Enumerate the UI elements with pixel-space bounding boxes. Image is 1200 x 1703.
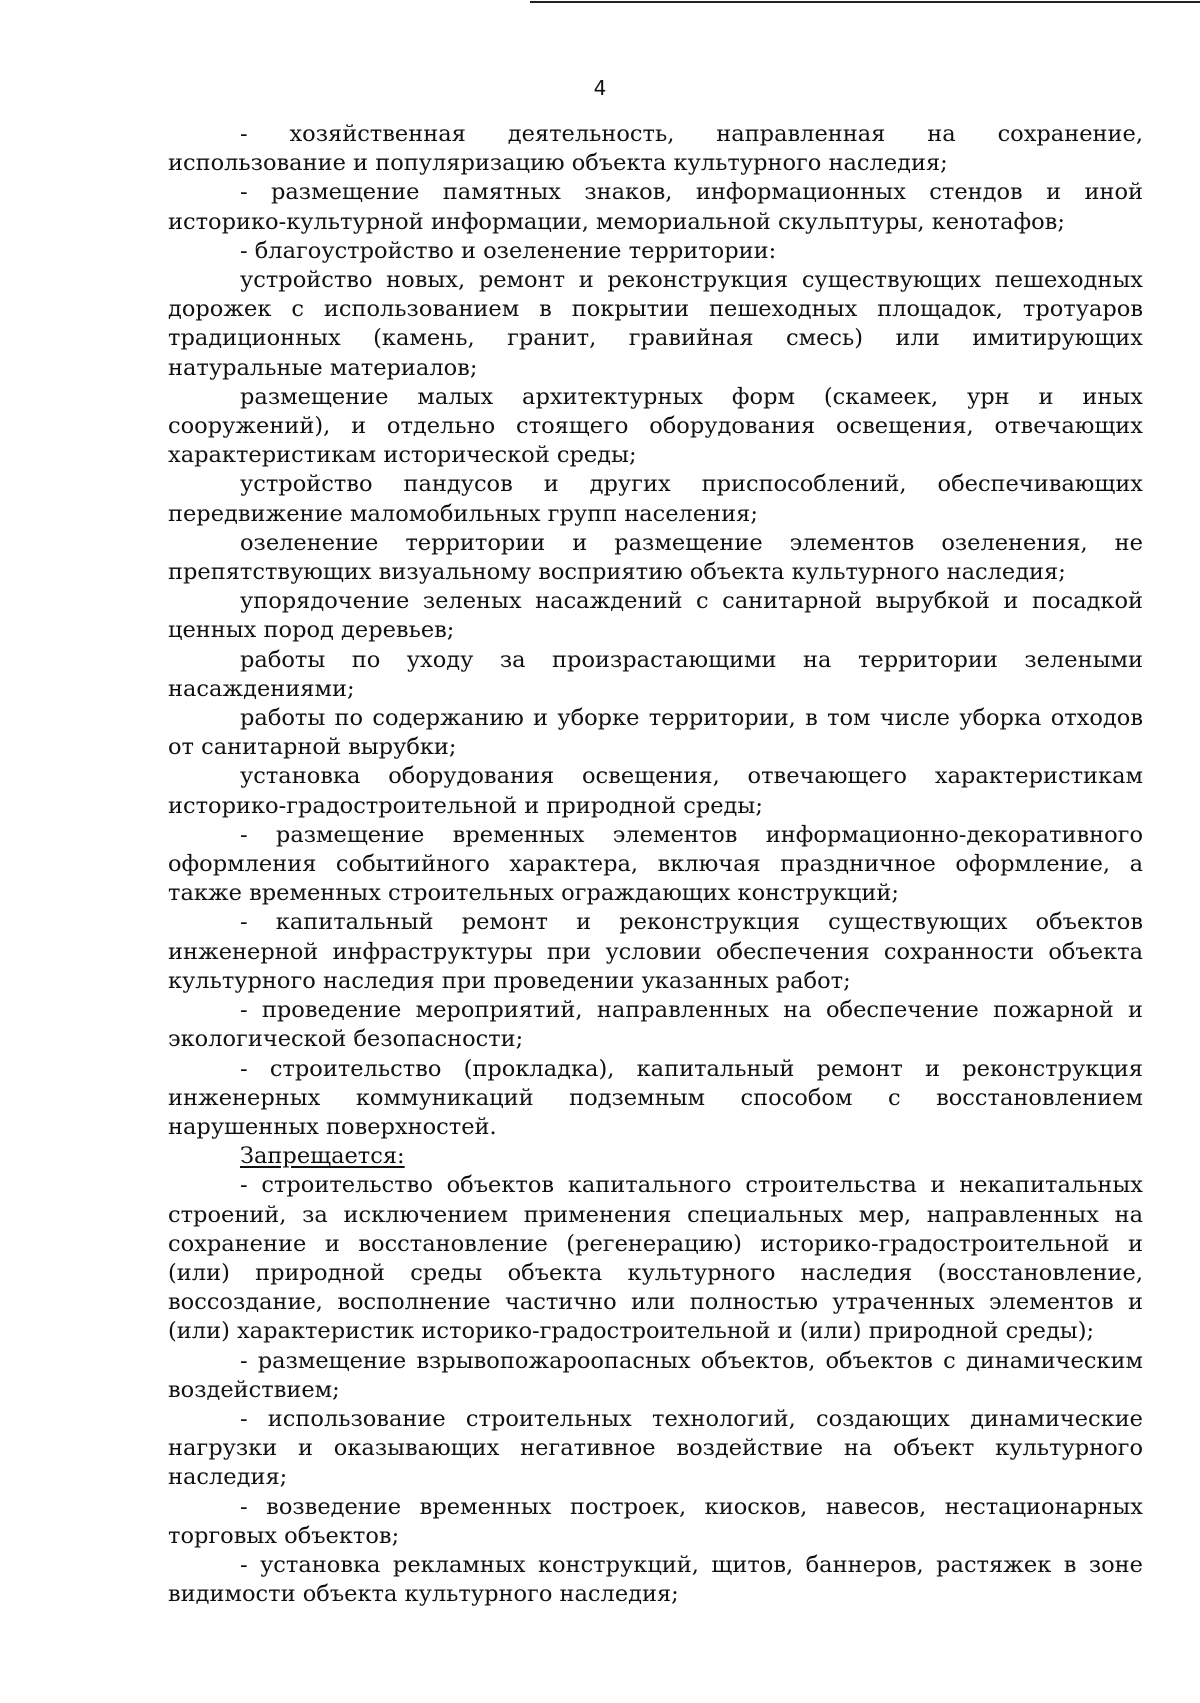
paragraph: - установка рекламных конструкций, щитов, баннеров, растяжек в зоне видимости объекта культурного наследия; xyxy=(168,1551,1143,1608)
paragraph: - строительство объектов капитального строительства и некапитальных строений, за исключением применения специальных мер, направленных на сохранение и восстановление (регенерацию) историко-градостроительной и (или) природной среды объекта культурного наследия (восстановление, воссоздание, восполнение частично или полностью утраченных элементов и (или) характеристик историко-градостроительной и (или) природной среды); xyxy=(168,1172,1143,1345)
paragraph: установка оборудования освещения, отвечающего характеристикам историко-градостроительной и природной среды; xyxy=(168,763,1143,819)
paragraph: - размещение временных элементов информационно-декоративного оформления событийного характера, включая праздничное оформление, а также временных строительных ограждающих конструкций; xyxy=(168,821,1143,907)
document-body xyxy=(168,120,1143,1609)
paragraph: - возведение временных построек, киосков, навесов, нестационарных торговых объектов; xyxy=(168,1493,1143,1549)
paragraph: - проведение мероприятий, направленных на обеспечение пожарной и экологической безопасности; xyxy=(168,997,1143,1053)
paragraph: устройство пандусов и других приспособлений, обеспечивающих передвижение маломобильных групп населения; xyxy=(168,471,1143,527)
paragraph: - использование строительных технологий, создающих динамические нагрузки и оказывающих негативное воздействие на объект культурного наследия; xyxy=(168,1405,1143,1491)
paragraph: работы по содержанию и уборке территории, в том числе уборка отходов от санитарной вырубки; xyxy=(168,705,1143,761)
paragraph: - хозяйственная деятельность, направленная на сохранение, использование и популяризацию объекта культурного наследия; xyxy=(168,121,1143,177)
paragraph: работы по уходу за произрастающими на территории зелеными насаждениями; xyxy=(168,646,1143,702)
paragraph: - капитальный ремонт и реконструкция существующих объектов инженерной инфраструктуры при условии обеспечения сохранности объекта культурного наследия при проведении указанных работ; xyxy=(168,909,1143,994)
paragraph: - размещение памятных знаков, информационных стендов и иной историко-культурной информации, мемориальной скульптуры, кенотафов; xyxy=(168,179,1143,235)
paragraph: упорядочение зеленых насаждений с санитарной вырубкой и посадкой ценных пород деревьев; xyxy=(168,588,1143,644)
paragraph: устройство новых, ремонт и реконструкция существующих пешеходных дорожек с использованием в покрытии пешеходных площадок, тротуаров традиционных (камень, гранит, гравийная смесь) или имитирующих натуральные материалов; xyxy=(168,267,1143,381)
paragraph: - благоустройство и озеленение территории: xyxy=(240,237,777,264)
paragraph: - размещение взрывопожароопасных объектов, объектов с динамическим воздействием; xyxy=(168,1347,1143,1403)
paragraph: - строительство (прокладка), капитальный ремонт и реконструкция инженерных коммуникаций подземным способом с восстановлением нарушенных поверхностей. xyxy=(168,1055,1143,1140)
prohibited-heading: Запрещается: xyxy=(240,1143,405,1170)
page-number: 4 xyxy=(593,76,607,100)
paragraph: размещение малых архитектурных форм (скамеек, урн и иных сооружений), и отдельно стоящего оборудования освещения, отвечающих характеристикам исторической среды; xyxy=(168,383,1143,469)
top-rule xyxy=(530,1,1200,3)
paragraph: озеленение территории и размещение элементов озеленения, не препятствующих визуальному восприятию объекта культурного наследия; xyxy=(168,529,1143,586)
